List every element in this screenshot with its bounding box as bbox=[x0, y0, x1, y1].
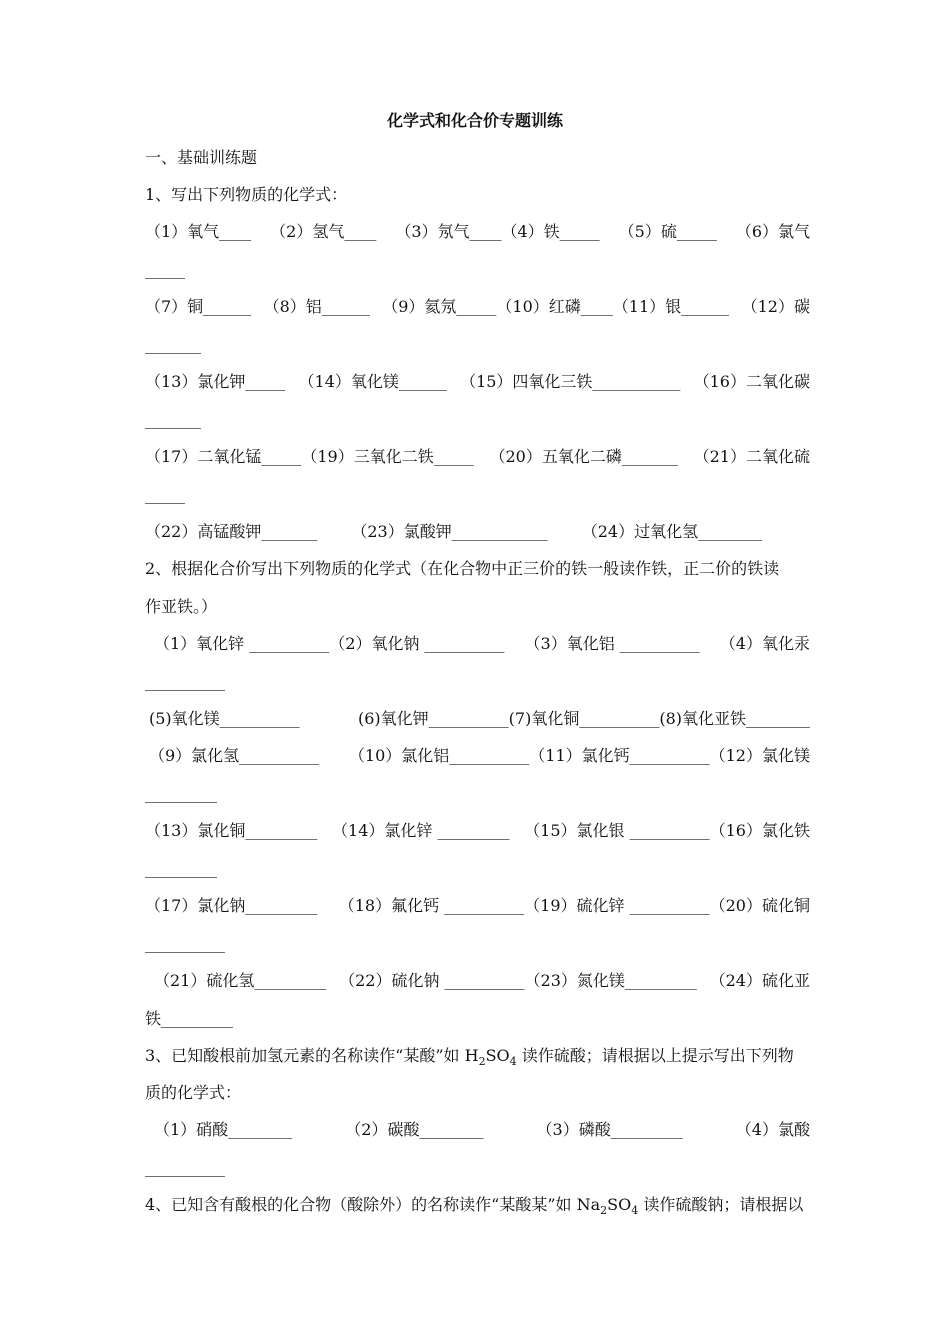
question-1-prompt: 1、写出下列物质的化学式： bbox=[145, 185, 348, 204]
prompt-text: SO bbox=[607, 1195, 632, 1214]
blank-item[interactable]: （5）硫_____ bbox=[618, 222, 717, 241]
blank-item[interactable]: （13）氯化铜_________ bbox=[145, 821, 318, 840]
prompt-text: 读作硫酸钠；请根据以 bbox=[638, 1195, 804, 1214]
blank-item[interactable]: （23）氯酸钾____________ bbox=[351, 522, 548, 541]
blank-item[interactable]: （10）氯化铝__________（11）氯化钙__________（12）氯化镁 bbox=[348, 746, 810, 765]
question-3-row-1 bbox=[154, 1120, 810, 1140]
blank-item[interactable]: （2）碳酸________ bbox=[345, 1120, 484, 1139]
blank-continuation[interactable]: _______ bbox=[145, 410, 201, 429]
blank-continuation[interactable]: _________ bbox=[145, 859, 217, 878]
blank-item[interactable]: （1）氧气____ bbox=[145, 222, 252, 241]
question-2-row-5 bbox=[145, 896, 810, 916]
blank-item[interactable]: （16）二氧化碳 bbox=[693, 372, 810, 391]
blank-item[interactable]: （9）氦氖_____（10）红磷____（11）银______ bbox=[382, 297, 730, 316]
question-2-row-4 bbox=[145, 821, 810, 841]
blank-item[interactable]: （13）氯化钾_____ bbox=[145, 372, 286, 391]
question-2-prompt-cont: 作亚铁。） bbox=[145, 597, 218, 616]
blank-item[interactable]: （2）氢气____ bbox=[270, 222, 377, 241]
subscript: 2 bbox=[600, 1204, 608, 1218]
prompt-text: SO bbox=[485, 1046, 510, 1065]
question-4-prompt bbox=[145, 1195, 810, 1221]
blank-item[interactable]: （24）过氧化氢________ bbox=[581, 522, 763, 541]
prompt-text: 3、已知酸根前加氢元素的名称读作“某酸”如 H bbox=[145, 1046, 479, 1065]
blank-item[interactable]: （20）五氧化二磷_______ bbox=[489, 447, 678, 466]
question-1-row-3 bbox=[145, 372, 810, 392]
blank-item[interactable]: （1）氧化锌 __________（2）氧化钠 __________ bbox=[154, 634, 505, 653]
blank-item[interactable]: （15）四氧化三铁___________ bbox=[460, 372, 681, 391]
blank-item[interactable]: （4）氧化汞 bbox=[719, 634, 810, 653]
blank-item[interactable]: （22）高锰酸钾_______ bbox=[145, 522, 318, 541]
blank-item[interactable]: （1）硝酸________ bbox=[154, 1120, 293, 1139]
blank-continuation[interactable]: _____ bbox=[145, 260, 185, 279]
question-3-prompt-cont: 质的化学式： bbox=[145, 1083, 242, 1102]
subscript: 4 bbox=[509, 1055, 517, 1069]
blank-item[interactable]: （6）氯气 bbox=[735, 222, 810, 241]
blank-continuation[interactable]: _________ bbox=[145, 784, 217, 803]
question-2-row-1 bbox=[154, 634, 810, 654]
question-2-row-6 bbox=[154, 971, 810, 991]
blank-item[interactable]: （4）氯酸 bbox=[735, 1120, 810, 1139]
blank-item[interactable]: （17）二氧化锰_____（19）三氧化二铁_____ bbox=[145, 447, 474, 466]
blank-item[interactable]: （3）氧化铝 __________ bbox=[524, 634, 700, 653]
section-heading: 一、基础训练题 bbox=[145, 148, 258, 167]
blank-item[interactable]: (5)氧化镁__________ bbox=[149, 709, 300, 728]
blank-item[interactable]: （21）二氧化硫 bbox=[693, 447, 810, 466]
blank-item[interactable]: （17）氯化钠_________ bbox=[145, 896, 318, 915]
blank-continuation[interactable]: __________ bbox=[145, 1158, 225, 1177]
blank-item[interactable]: （18）氟化钙 __________（19）硫化锌 __________（20）硫化铜 bbox=[338, 896, 810, 915]
question-1-row-1 bbox=[145, 222, 810, 242]
blank-item[interactable]: （21）硫化氢_________ bbox=[154, 971, 327, 990]
blank-item[interactable]: （3）磷酸_________ bbox=[536, 1120, 683, 1139]
blank-item[interactable]: （7）铜______ bbox=[145, 297, 252, 316]
question-2-row-3 bbox=[149, 746, 810, 766]
blank-continuation[interactable]: __________ bbox=[145, 934, 225, 953]
blank-item[interactable]: （22）硫化钠 __________（23）氮化镁_________ bbox=[339, 971, 697, 990]
subscript: 4 bbox=[631, 1204, 639, 1218]
prompt-text: 4、已知含有酸根的化合物（酸除外）的名称读作“某酸某”如 Na bbox=[145, 1195, 601, 1214]
blank-continuation[interactable]: __________ bbox=[145, 672, 225, 691]
page-title: 化学式和化合价专题训练 bbox=[386, 111, 563, 130]
blank-continuation[interactable]: _______ bbox=[145, 335, 201, 354]
question-2-prompt: 2、根据化合价写出下列物质的化学式（在化合物中正三价的铁一般读作铁，正二价的铁读 bbox=[145, 559, 780, 578]
blank-item[interactable]: （14）氧化镁______ bbox=[298, 372, 447, 391]
blank-item[interactable]: （3）氖气____（4）铁_____ bbox=[395, 222, 600, 241]
blank-item[interactable]: （8）铝______ bbox=[263, 297, 370, 316]
blank-item[interactable]: (6)氧化钾__________(7)氧化铜__________(8)氧化亚铁________ bbox=[358, 709, 810, 728]
blank-item[interactable]: （9）氯化氢__________ bbox=[149, 746, 320, 765]
blank-item[interactable]: （15）氯化银 __________（16）氯化铁 bbox=[524, 821, 810, 840]
question-1-row-2 bbox=[145, 297, 810, 317]
blank-item[interactable]: （14）氯化锌 _________ bbox=[332, 821, 510, 840]
blank-continuation[interactable]: _____ bbox=[145, 485, 185, 504]
subscript: 2 bbox=[478, 1055, 486, 1069]
blank-continuation[interactable]: 铁_________ bbox=[145, 1009, 234, 1028]
blank-item[interactable]: （12）碳 bbox=[741, 297, 810, 316]
question-3-prompt bbox=[145, 1046, 810, 1072]
prompt-text: 读作硫酸；请根据以上提示写出下列物 bbox=[516, 1046, 794, 1065]
question-1-row-4 bbox=[145, 447, 810, 467]
question-2-row-2 bbox=[149, 709, 810, 729]
question-1-row-5 bbox=[145, 522, 810, 542]
blank-item[interactable]: （24）硫化亚 bbox=[709, 971, 810, 990]
